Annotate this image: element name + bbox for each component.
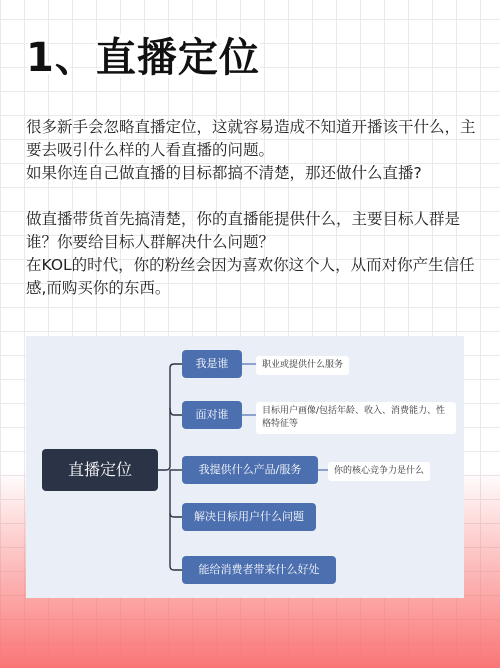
paragraph-4: 在KOL的时代，你的粉丝会因为喜欢你这个人，从而对你产生信任感,而购买你的东西。 — [26, 256, 475, 297]
paragraph-1: 很多新手会忽略直播定位，这就容易造成不知道开播该干什么，主要去吸引什么样的人看直播的问题。 — [26, 118, 476, 159]
mind-map-node-problem: 解决目标用户什么问题 — [182, 503, 316, 531]
mind-map-leaf-audience: 目标用户画像/包括年龄、收入、消费能力、性格特征等 — [256, 402, 456, 434]
mind-map-node-audience: 面对谁 — [182, 401, 242, 429]
mind-map-node-benefit: 能给消费者带来什么好处 — [182, 556, 336, 584]
mind-map-node-offering: 我提供什么产品/服务 — [182, 456, 318, 484]
mind-map-leaf-who-am-i: 职业或提供什么服务 — [256, 356, 349, 375]
paragraph-3: 做直播带货首先搞清楚，你的直播能提供什么，主要目标人群是谁？你要给目标人群解决什么问题？ — [26, 210, 461, 251]
paragraph-2: 如果你连自己做直播的目标都搞不清楚，那还做什么直播? — [26, 164, 422, 182]
mind-map — [26, 336, 464, 598]
page-title: 1、直播定位 — [26, 35, 260, 81]
mind-map-root: 直播定位 — [42, 449, 158, 491]
mind-map-leaf-offering: 你的核心竞争力是什么 — [328, 462, 430, 481]
mind-map-node-who-am-i: 我是谁 — [182, 350, 242, 378]
